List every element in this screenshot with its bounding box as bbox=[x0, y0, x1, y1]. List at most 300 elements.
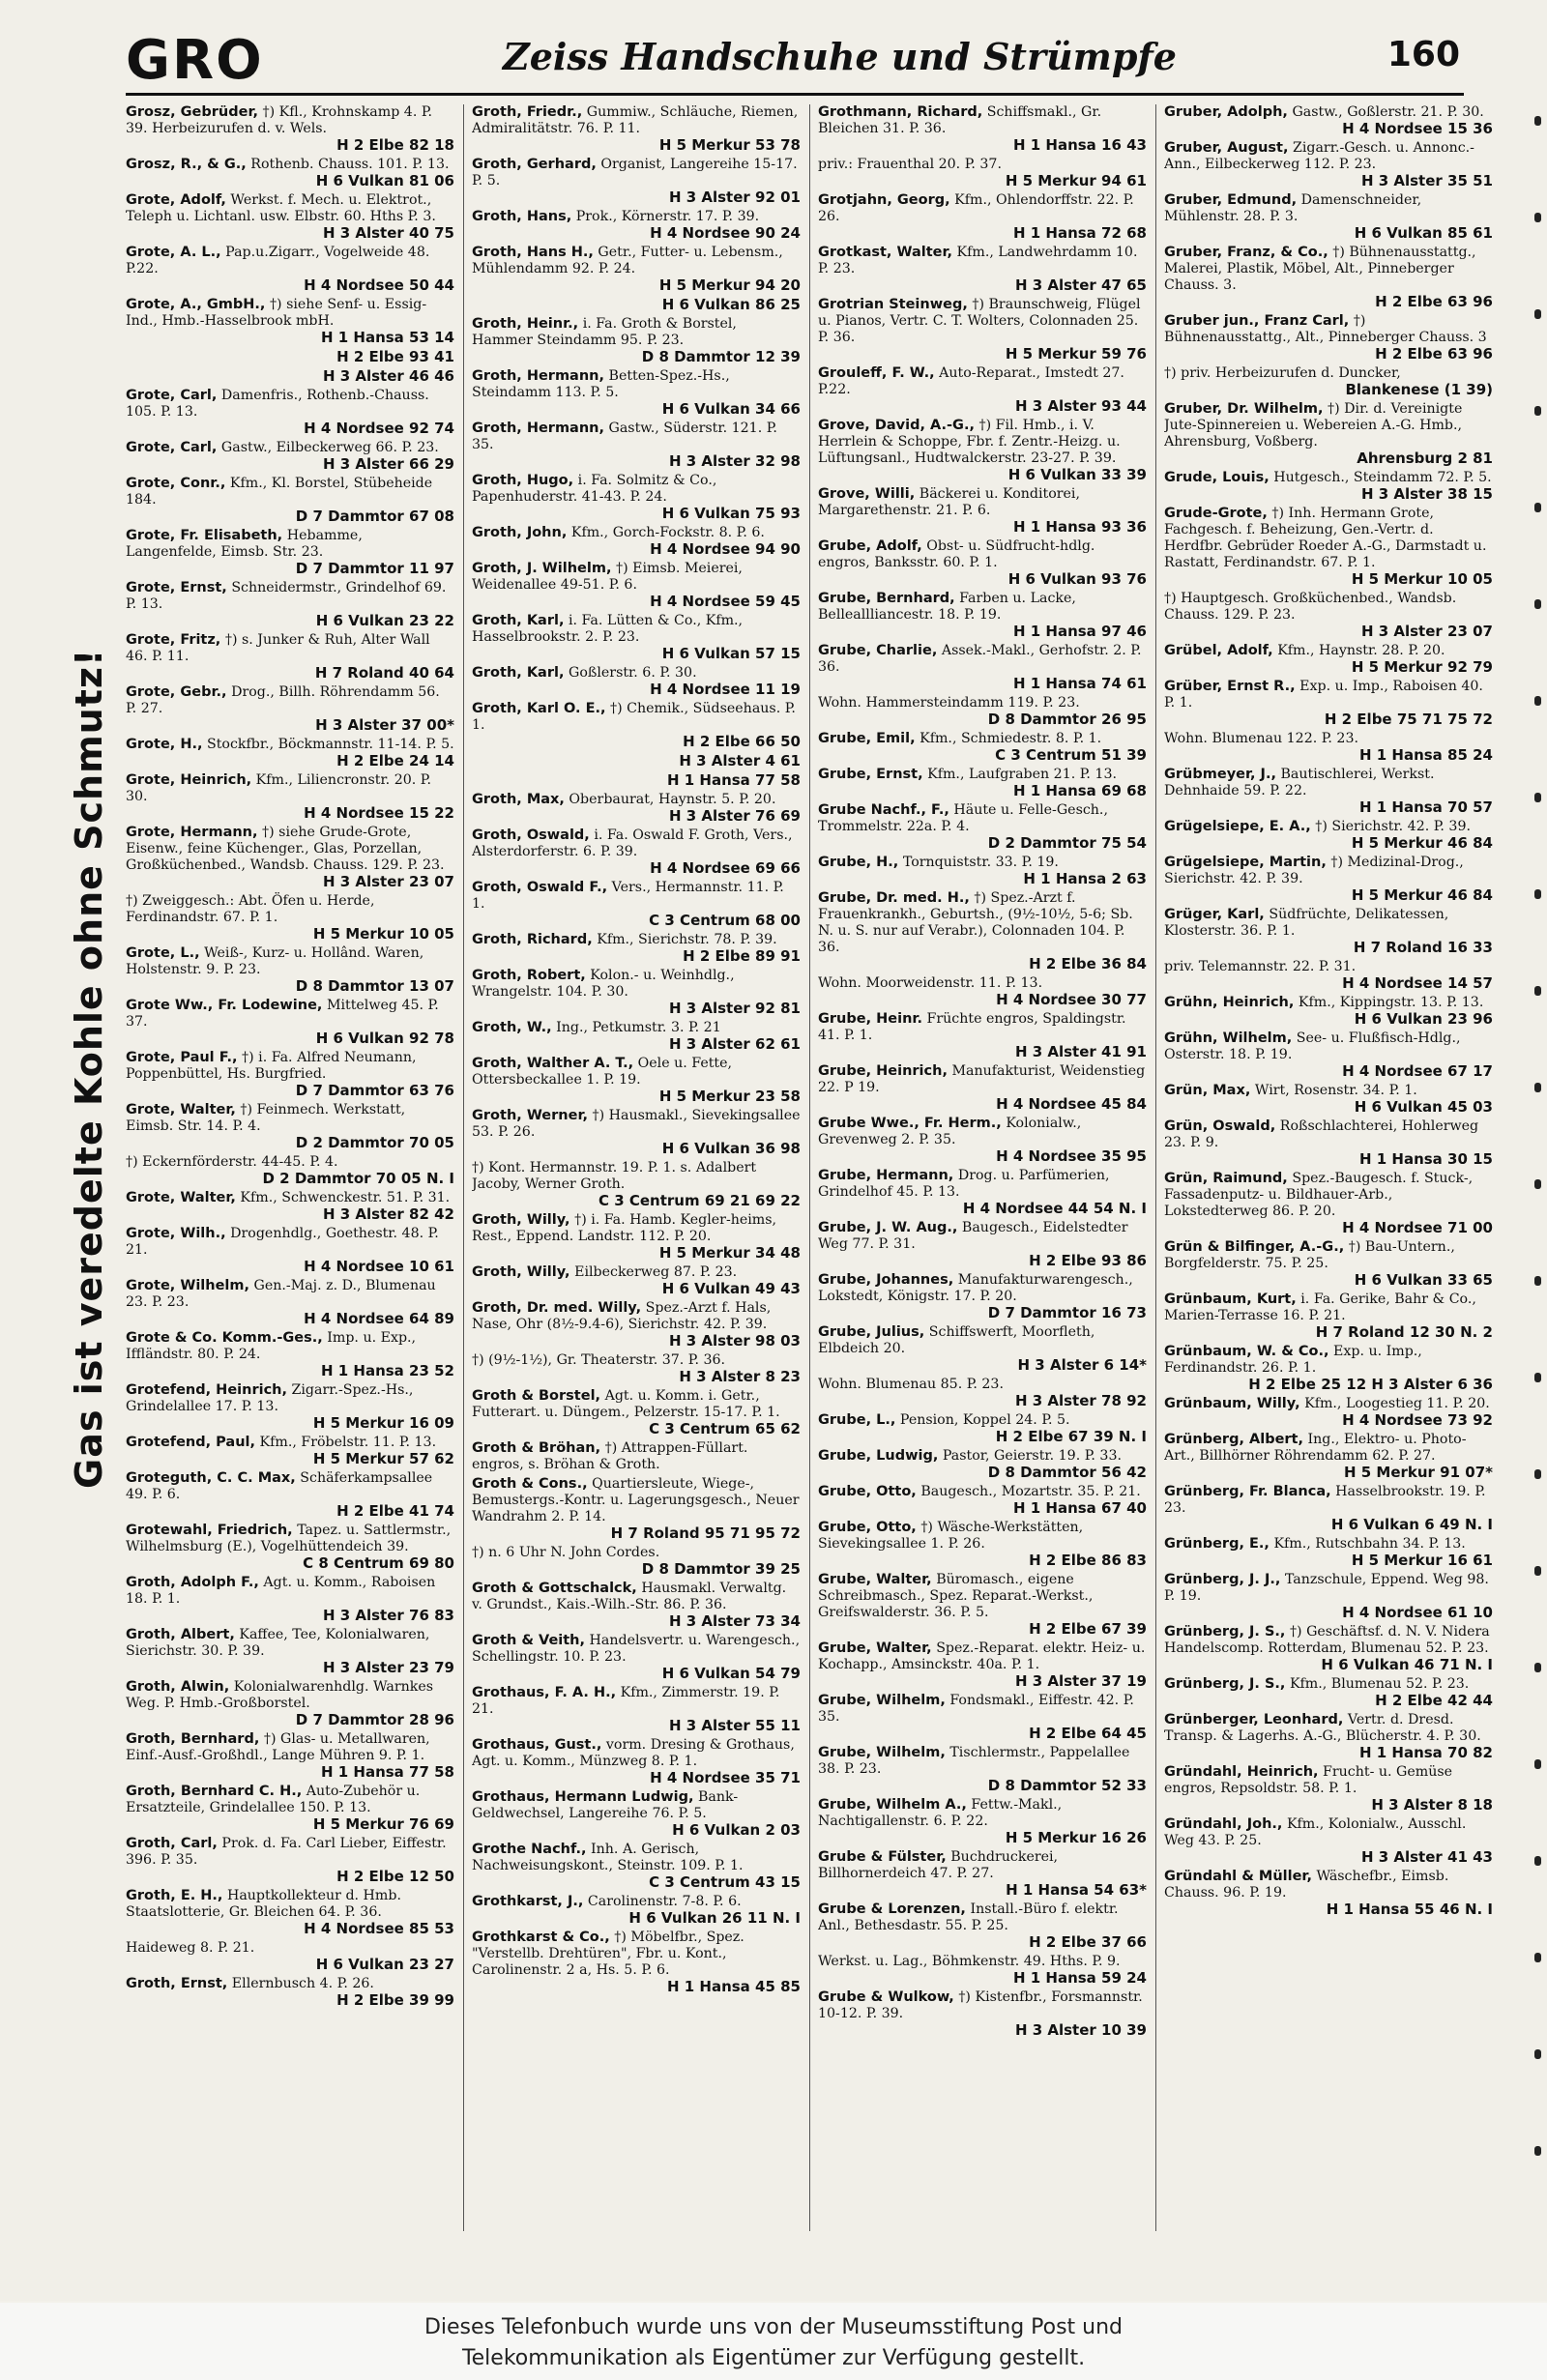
entry-name: Grube, H., bbox=[818, 855, 899, 870]
entry-name: Grote, Fritz, bbox=[126, 632, 221, 648]
entry-phone: D 8 Dammtor 12 39 bbox=[641, 348, 801, 365]
listing-entry bbox=[818, 1849, 1147, 1899]
entry-phone: H 6 Vulkan 93 76 bbox=[1007, 570, 1147, 588]
listing-entry bbox=[472, 1300, 801, 1350]
entry-detail: †) Geschäftsf. d. N. V. Nidera Handelscomp. Rotterdam, Blumenau 52. P. 23. bbox=[1164, 1624, 1490, 1656]
listing-entry bbox=[126, 1784, 454, 1833]
entry-name: Grube, Emil, bbox=[818, 731, 916, 746]
entry-phone: H 1 Hansa 53 14 bbox=[320, 329, 454, 346]
entry-detail: Oberbaurat, Haynstr. 5. P. 20. bbox=[569, 792, 776, 807]
listing-entry bbox=[472, 1930, 801, 1995]
entry-detail: Wirt, Rosenstr. 34. P. 1. bbox=[1254, 1083, 1417, 1098]
entry-phone: H 2 Elbe 39 99 bbox=[336, 1991, 454, 2009]
column-4 bbox=[1164, 104, 1493, 2231]
listing-entry bbox=[472, 1894, 801, 1927]
entry-phone: H 3 Alster 78 92 bbox=[1014, 1392, 1147, 1409]
entry-phone: H 5 Merkur 76 69 bbox=[312, 1815, 454, 1833]
entry-detail: Tischlermstr., Pappelallee 38. P. 23. bbox=[818, 1745, 1130, 1777]
entry-detail: Damenfris., Rothenb.-Chauss. 105. P. 13. bbox=[126, 388, 429, 420]
entry-detail: †) Hausmakl., Sievekingsallee 53. P. 26. bbox=[472, 1108, 801, 1140]
entry-detail: Handelsvertr. u. Warengesch., Schellingstr. 10. P. 23. bbox=[472, 1633, 801, 1665]
listing-entry bbox=[1164, 819, 1493, 852]
entry-name: Grügelsiepe, Martin, bbox=[1164, 855, 1327, 870]
listing-entry bbox=[472, 932, 801, 965]
entry-phone: H 4 Nordsee 35 71 bbox=[650, 1769, 801, 1786]
listing-entry bbox=[472, 245, 801, 294]
listing-entry bbox=[818, 1572, 1147, 1638]
entry-phone: H 3 Alster 35 51 bbox=[1360, 172, 1493, 189]
listing-entry bbox=[1164, 591, 1493, 640]
entry-name: Grüger, Karl, bbox=[1164, 907, 1265, 922]
entry-phone: H 2 Elbe 41 74 bbox=[336, 1502, 454, 1520]
entry-detail: Kfm., Kolonialw., Ausschl. Weg 43. P. 25. bbox=[1164, 1816, 1467, 1848]
entry-name: Grube & Wulkow, bbox=[818, 1989, 954, 2005]
listing-entry bbox=[472, 792, 801, 825]
entry-name: Grünberg, Fr. Blanca, bbox=[1164, 1484, 1331, 1499]
entry-detail: †) i. Fa. Hamb. Kegler-heims, Rest., Eppend. Landstr. 112. P. 20. bbox=[472, 1212, 777, 1244]
entry-phone: H 4 Nordsee 15 22 bbox=[304, 804, 454, 822]
entry-name: Grube, Ernst, bbox=[818, 767, 923, 782]
entry-detail: Vertr. d. Dresd. Transp. & Lagerhs. A.-G., Blücherstr. 4. P. 30. bbox=[1164, 1712, 1481, 1744]
entry-phone: H 2 Elbe 63 96 bbox=[1375, 293, 1493, 310]
binding-mark bbox=[1534, 116, 1541, 126]
entry-detail: †) Bühnenausstattg., Malerei, Plastik, Möbel, Alt., Pinneberger Chauss. 3. bbox=[1164, 245, 1476, 293]
entry-phone: H 3 Alster 23 07 bbox=[1360, 623, 1493, 640]
entry-name: Grügelsiepe, E. A., bbox=[1164, 819, 1311, 834]
entry-name: Grothaus, Gust., bbox=[472, 1737, 602, 1753]
entry-name: Groth & Bröhan, bbox=[472, 1440, 601, 1456]
listing-entry bbox=[126, 1627, 454, 1676]
listing-entry bbox=[126, 1888, 454, 1937]
listing-entry bbox=[126, 1382, 454, 1432]
entry-detail: i. Fa. Groth & Borstel, Hammer Steindamm 95. P. 23. bbox=[472, 316, 737, 348]
listing-entry bbox=[818, 418, 1147, 483]
entry-detail: Prok., Körnerstr. 17. P. 39. bbox=[575, 209, 760, 224]
entry-detail: Tanzschule, Eppend. Weg 98. P. 19. bbox=[1164, 1572, 1489, 1604]
entry-detail: Kolon.- u. Weinhdlg., Wrangelstr. 104. P. 30. bbox=[472, 968, 735, 1000]
entry-phone: H 1 Hansa 77 58 bbox=[666, 771, 801, 789]
entry-phone: D 8 Dammtor 26 95 bbox=[987, 711, 1147, 728]
listing-entry bbox=[126, 245, 454, 294]
listing-entry bbox=[472, 1108, 801, 1157]
entry-detail: Baugesch., Mozartstr. 35. P. 21. bbox=[920, 1484, 1141, 1499]
entry-detail: Pastor, Geierstr. 19. P. 33. bbox=[942, 1448, 1122, 1464]
entry-detail: †) Kont. Hermannstr. 19. P. 1. s. Adalbert Jacoby, Werner Groth. bbox=[472, 1160, 757, 1192]
listing-entry bbox=[818, 1797, 1147, 1846]
listing-entry bbox=[472, 880, 801, 929]
entry-detail: vorm. Dresing & Grothaus, Agt. u. Komm., Münzweg 8. P. 1. bbox=[472, 1737, 795, 1769]
entry-phone: H 6 Vulkan 86 25 bbox=[661, 296, 801, 313]
listing-entry bbox=[472, 665, 801, 698]
entry-name: Grote, Wilhelm, bbox=[126, 1278, 250, 1293]
entry-phone: H 4 Nordsee 67 17 bbox=[1342, 1062, 1493, 1080]
listing-entry bbox=[1164, 1030, 1493, 1080]
entry-name: Groth, Hans H., bbox=[472, 245, 594, 260]
entry-detail: Wohn. Hammersteindamm 119. P. 23. bbox=[818, 695, 1080, 711]
entry-detail: †) Feinmech. Werkstatt, Eimsb. Str. 14. P. 4. bbox=[126, 1102, 406, 1134]
listing-entry bbox=[818, 486, 1147, 536]
entry-detail: †) Kfl., Krohnskamp 4. P. 39. Herbeizurufen d. v. Wels. bbox=[126, 104, 433, 136]
entry-detail: Kfm., Schmiedestr. 8. P. 1. bbox=[919, 731, 1102, 746]
entry-detail: Baugesch., Eidelstedter Weg 77. P. 31. bbox=[818, 1220, 1128, 1252]
entry-name: Groth, Dr. med. Willy, bbox=[472, 1300, 642, 1316]
entry-detail: Hauptkollekteur d. Hmb. Staatslotterie, Gr. Bleichen 64. P. 36. bbox=[126, 1888, 401, 1920]
entry-phone: D 8 Dammtor 56 42 bbox=[987, 1464, 1147, 1481]
entry-name: Groth, John, bbox=[472, 525, 568, 540]
entry-detail: Kfm., Schwenckestr. 51. P. 31. bbox=[240, 1190, 451, 1205]
listing-entry bbox=[472, 1842, 801, 1891]
entry-phone: H 3 Alster 47 65 bbox=[1014, 276, 1147, 294]
entry-detail: Damenschneider, Mühlenstr. 28. P. 3. bbox=[1164, 192, 1422, 224]
entry-detail: †) Glas- u. Metallwaren, Einf.-Ausf.-Großhdl., Lange Mühren 9. P. 1. bbox=[126, 1731, 430, 1763]
entry-phone: C 3 Centrum 69 21 69 22 bbox=[598, 1192, 801, 1209]
listing-entry bbox=[472, 1020, 801, 1053]
header-rule bbox=[126, 93, 1464, 96]
entry-phone: H 3 Alster 62 61 bbox=[668, 1035, 801, 1053]
entry-detail: Fettw.-Makl., Nachtigallenstr. 6. P. 22. bbox=[818, 1797, 1063, 1829]
entry-detail: †) Spez.-Arzt f. Frauenkrankh., Geburtsh., (9½-10½, 5-6; Sb. N. u. S. nur auf Verabr.), Colonnaden 104. P. 36. bbox=[818, 890, 1133, 955]
listing-entry bbox=[126, 684, 454, 734]
entry-phone: H 1 Hansa 70 82 bbox=[1358, 1744, 1493, 1761]
entry-phone: H 7 Roland 16 33 bbox=[1353, 939, 1493, 956]
entry-detail: Quartiersleute, Wiege-, Bemustergs.-Kontr. u. Lagerungsgesch., Neuer Wandrahm 2. P. 14. bbox=[472, 1476, 800, 1524]
entry-detail: Ing., Petkumstr. 3. P. 21 bbox=[556, 1020, 721, 1035]
entry-phone: H 2 Elbe 82 18 bbox=[336, 136, 454, 154]
entry-detail: Rothenb. Chauss. 101. P. 13. bbox=[250, 157, 450, 172]
entry-name: Grote, A., GmbH., bbox=[126, 297, 266, 312]
entry-name: Grünberg, J. J., bbox=[1164, 1572, 1281, 1587]
entry-detail: Fondsmakl., Eiffestr. 42. P. 35. bbox=[818, 1693, 1134, 1725]
entry-name: Grote, Heinrich, bbox=[126, 772, 252, 788]
entry-name: Gruber, August, bbox=[1164, 140, 1289, 156]
entry-detail: Werkst. u. Lag., Böhmkenstr. 49. Hths. P. 9. bbox=[818, 1954, 1121, 1969]
entry-phone: H 1 Hansa 69 68 bbox=[1012, 782, 1147, 799]
entry-name: Grote, Hermann, bbox=[126, 825, 258, 840]
entry-name: Groth, Oswald F., bbox=[472, 880, 608, 895]
entry-detail: Install.-Büro f. elektr. Anl., Bethesdastr. 55. P. 25. bbox=[818, 1901, 1119, 1933]
entry-name: Grube & Lorenzen, bbox=[818, 1901, 966, 1917]
entry-phone: H 1 Hansa 97 46 bbox=[1012, 623, 1147, 640]
listing-entry bbox=[1164, 140, 1493, 189]
listing-entry bbox=[126, 1050, 454, 1099]
entry-phone: H 2 Elbe 89 91 bbox=[683, 947, 801, 965]
entry-detail: Hausmakl. Verwaltg. v. Grundst., Kais.-Wilh.-Str. 86. P. 36. bbox=[472, 1581, 787, 1612]
entry-detail: Kfm., Kippingstr. 13. P. 13. bbox=[1298, 995, 1484, 1010]
listing-entry bbox=[472, 104, 801, 154]
header-advertisement: Zeiss Handschuhe und Strümpfe bbox=[503, 35, 1177, 78]
entry-detail: Manufakturwarengesch., Lokstedt, Königstr. 17. P. 20. bbox=[818, 1272, 1133, 1304]
entry-detail: Exp. u. Imp., Raboisen 40. P. 1. bbox=[1164, 679, 1483, 711]
entry-phone: H 4 Nordsee 64 89 bbox=[304, 1310, 454, 1327]
listing-entry bbox=[1164, 1239, 1493, 1289]
entry-phone: H 6 Vulkan 26 11 N. I bbox=[628, 1909, 801, 1927]
entry-phone: H 5 Merkur 10 05 bbox=[1351, 570, 1493, 588]
listing-entry bbox=[818, 104, 1147, 154]
entry-detail: i. Fa. Lütten & Co., Kfm., Hasselbrookstr. 2. P. 23. bbox=[472, 613, 744, 645]
listing-entry bbox=[818, 1412, 1147, 1445]
entry-phone: H 4 Nordsee 73 92 bbox=[1342, 1411, 1493, 1429]
entry-phone: H 4 Nordsee 14 57 bbox=[1342, 974, 1493, 992]
entry-detail: †) priv. Herbeizurufen d. Duncker, bbox=[1164, 365, 1401, 381]
entry-detail: †) Möbelfbr., Spez. "Verstellb. Drehtüren", Fbr. u. Kont., Carolinenstr. 2 a, Hs. 5. P. 6. bbox=[472, 1930, 744, 1978]
binding-mark bbox=[1534, 599, 1541, 609]
entry-phone: H 6 Vulkan 6 49 N. I bbox=[1330, 1516, 1493, 1533]
binding-mark bbox=[1534, 1856, 1541, 1866]
listing-entry bbox=[126, 825, 454, 890]
listing-entry bbox=[1164, 192, 1493, 242]
listing-entry bbox=[126, 1575, 454, 1624]
entry-name: Grünberg, E., bbox=[1164, 1536, 1270, 1552]
entry-phone: H 5 Merkur 46 84 bbox=[1351, 834, 1493, 852]
entry-detail: Tornquiststr. 33. P. 19. bbox=[902, 855, 1059, 870]
listing-entry bbox=[472, 157, 801, 206]
entry-detail: Spez.-Reparat. elektr. Heiz- u. Kochapp., Amsinckstr. 40a. P. 1. bbox=[818, 1640, 1146, 1672]
entry-phone: H 5 Merkur 46 84 bbox=[1351, 886, 1493, 904]
entry-name: Groth, Werner, bbox=[472, 1108, 588, 1123]
entry-detail: Vers., Hermannstr. 11. P. 1. bbox=[472, 880, 784, 912]
listing-entry bbox=[1164, 1536, 1493, 1569]
entry-detail: Kolonialwarenhdlg. Warnkes Weg. P. Hmb.-Großborstel. bbox=[126, 1679, 434, 1711]
listing-entry bbox=[126, 580, 454, 629]
footer-line-1: Dieses Telefonbuch wurde uns von der Museumsstiftung Post und bbox=[423, 2315, 1124, 2339]
entry-detail: †) siehe Senf- u. Essig-Ind., Hmb.-Hasselbrook mbH. bbox=[126, 297, 427, 329]
listing-entry bbox=[1164, 907, 1493, 956]
entry-detail: Häute u. Felle-Gesch., Trommelstr. 22a. P. 4. bbox=[818, 802, 1108, 834]
entry-detail: Spez.-Arzt f. Hals, Nase, Ohr (8½-9.4-6), Sierichstr. 42. P. 39. bbox=[472, 1300, 772, 1332]
entry-phone: D 2 Dammtor 70 05 bbox=[295, 1134, 454, 1151]
entry-detail: Gastw., Eilbeckerweg 66. P. 23. bbox=[220, 440, 439, 455]
listing-entry bbox=[818, 365, 1147, 415]
entry-name: Grouleff, F. W., bbox=[818, 365, 935, 381]
listing-entry bbox=[126, 1679, 454, 1728]
entry-detail: Kfm., Zimmerstr. 19. P. 21. bbox=[472, 1685, 780, 1717]
listing-entry bbox=[818, 1520, 1147, 1569]
listing-entry bbox=[818, 1989, 1147, 2039]
entry-phone: D 7 Dammtor 67 08 bbox=[295, 508, 454, 525]
column-2 bbox=[472, 104, 801, 2231]
listing-entry bbox=[818, 802, 1147, 852]
entry-detail: Zigarr.-Spez.-Hs., Grindelallee 17. P. 13. bbox=[126, 1382, 414, 1414]
entry-name: Grube, Dr. med. H., bbox=[818, 890, 970, 906]
entry-name: Groth, Hugo, bbox=[472, 473, 574, 488]
entry-name: Grube, Julius, bbox=[818, 1324, 925, 1340]
entry-name: Grote, Adolf, bbox=[126, 192, 226, 208]
entry-name: Grube, Adolf, bbox=[818, 538, 922, 554]
entry-phone: H 5 Merkur 34 48 bbox=[658, 1244, 801, 1262]
entry-detail: Hasselbrookstr. 19. P. 23. bbox=[1164, 1484, 1486, 1516]
binding-mark bbox=[1534, 309, 1541, 319]
entry-detail: Schiffsmakl., Gr. Bleichen 31. P. 36. bbox=[818, 104, 1102, 136]
entry-phone: H 3 Alster 92 81 bbox=[668, 1000, 801, 1017]
listing-entry bbox=[1164, 1484, 1493, 1533]
binding-mark bbox=[1534, 1759, 1541, 1769]
entry-name: Gruber, Edmund, bbox=[1164, 192, 1298, 208]
entry-phone: H 5 Merkur 94 20 bbox=[658, 276, 801, 294]
entry-name: Grotkast, Walter, bbox=[818, 245, 953, 260]
listing-entry bbox=[126, 772, 454, 822]
entry-detail: Pension, Koppel 24. P. 5. bbox=[899, 1412, 1070, 1428]
entry-detail: Bautischlerei, Werkst. Dehnhaide 59. P. 22. bbox=[1164, 767, 1435, 798]
listing-entry bbox=[126, 1976, 454, 2009]
listing-entry bbox=[1164, 1396, 1493, 1429]
entry-name: Grote, Gebr., bbox=[126, 684, 227, 700]
listing-entry bbox=[126, 388, 454, 437]
entry-detail: †) Braunschweig, Flügel u. Pianos, Vertr. C. T. Wolters, Colonnaden 25. P. 36. bbox=[818, 297, 1141, 345]
listing-entry bbox=[126, 1190, 454, 1223]
entry-name: Grube, Wilhelm, bbox=[818, 1693, 946, 1708]
entry-name: Grube, Heinrich, bbox=[818, 1063, 948, 1079]
entry-detail: †) Sierichstr. 42. P. 39. bbox=[1315, 819, 1471, 834]
entry-name: Groth, Willy, bbox=[472, 1264, 570, 1280]
listing-entry bbox=[126, 1836, 454, 1885]
entry-name: Groth, Hermann, bbox=[472, 368, 604, 384]
entry-name: Grote, Ernst, bbox=[126, 580, 227, 595]
listing-entry bbox=[126, 1278, 454, 1327]
entry-phone: H 4 Nordsee 11 19 bbox=[650, 681, 801, 698]
header-index-letters: GRO bbox=[126, 29, 264, 92]
entry-name: Groth, Albert, bbox=[126, 1627, 235, 1642]
listing-entry bbox=[818, 890, 1147, 972]
entry-name: Grube, Hermann, bbox=[818, 1168, 954, 1183]
entry-name: Groth, Oswald, bbox=[472, 827, 590, 843]
entry-phone: H 1 Hansa 30 15 bbox=[1358, 1150, 1493, 1168]
entry-phone: D 7 Dammtor 11 97 bbox=[295, 560, 454, 577]
entry-name: Grube, Johannes, bbox=[818, 1272, 954, 1288]
entry-detail: Inh. A. Gerisch, Nachweisungskont., Steinstr. 109. P. 1. bbox=[472, 1842, 744, 1873]
entry-phone: H 4 Nordsee 71 00 bbox=[1342, 1219, 1493, 1236]
entry-phone: H 3 Alster 10 39 bbox=[1014, 2021, 1147, 2039]
archive-footer bbox=[0, 2303, 1547, 2380]
entry-phone: H 2 Elbe 12 50 bbox=[336, 1868, 454, 1885]
entry-name: Groth, Ernst, bbox=[126, 1976, 228, 1991]
entry-detail: Buchdruckerei, Billhornerdeich 47. P. 27. bbox=[818, 1849, 1059, 1881]
entry-name: Grube, Otto, bbox=[818, 1484, 917, 1499]
listing-entry bbox=[1164, 855, 1493, 904]
entry-phone: H 4 Nordsee 61 10 bbox=[1342, 1604, 1493, 1621]
entry-phone: H 4 Nordsee 94 90 bbox=[650, 540, 801, 558]
listing-entry bbox=[126, 440, 454, 473]
entry-phone: H 3 Alster 6 14* bbox=[1017, 1356, 1147, 1374]
entry-phone: H 1 Hansa 70 57 bbox=[1358, 798, 1493, 816]
listing-entry bbox=[1164, 1171, 1493, 1236]
entry-name: Grün, Oswald, bbox=[1164, 1118, 1276, 1134]
entry-name: Groth, W., bbox=[472, 1020, 552, 1035]
entry-name: Grove, Willi, bbox=[818, 486, 916, 502]
entry-phone: H 1 Hansa 93 36 bbox=[1012, 518, 1147, 536]
entry-phone: D 7 Dammtor 16 73 bbox=[987, 1304, 1147, 1321]
entry-detail: Roßschlachterei, Hohlerweg 23. P. 9. bbox=[1164, 1118, 1479, 1150]
page-number: 160 bbox=[1386, 35, 1460, 74]
listing-entry bbox=[472, 1264, 801, 1297]
listing-entry bbox=[472, 1737, 801, 1786]
entry-phone: D 8 Dammtor 39 25 bbox=[641, 1560, 801, 1578]
entry-detail: priv.: Frauenthal 20. P. 37. bbox=[818, 157, 1002, 172]
listing-entry bbox=[1164, 995, 1493, 1028]
listing-entry bbox=[126, 1154, 454, 1187]
entry-phone: H 5 Merkur 57 62 bbox=[312, 1450, 454, 1467]
listing-entry bbox=[126, 297, 454, 346]
listing-entry bbox=[1164, 1432, 1493, 1481]
entry-phone: H 3 Alster 66 29 bbox=[322, 455, 454, 473]
listing-entry bbox=[818, 245, 1147, 294]
listing-entry bbox=[1164, 1118, 1493, 1168]
entry-name: Grote, Wilh., bbox=[126, 1226, 226, 1241]
entry-name: Grube, Otto, bbox=[818, 1520, 917, 1535]
binding-mark bbox=[1534, 213, 1541, 222]
binding-mark bbox=[1534, 1276, 1541, 1286]
binding-mark bbox=[1534, 503, 1541, 512]
entry-detail: Kfm., Loogestieg 11. P. 20. bbox=[1304, 1396, 1490, 1411]
entry-detail: Gastw., Süderstr. 121. P. 35. bbox=[472, 421, 777, 452]
listing-entry bbox=[126, 1435, 454, 1467]
entry-detail: Pap.u.Zigarr., Vogelweide 48. P.22. bbox=[126, 245, 430, 276]
listing-entry bbox=[472, 701, 801, 750]
entry-detail: Wäschefbr., Eimsb. Chauss. 96. P. 19. bbox=[1164, 1869, 1449, 1901]
entry-name: Groth & Gottschalck, bbox=[472, 1581, 637, 1596]
entry-name: Gruber, Dr. Wilhelm, bbox=[1164, 401, 1324, 417]
entry-name: Groth, Friedr., bbox=[472, 104, 583, 120]
entry-phone: H 4 Nordsee 90 24 bbox=[650, 224, 801, 242]
entry-name: Grotjahn, Georg, bbox=[818, 192, 950, 208]
entry-name: Gruber, Franz, & Co., bbox=[1164, 245, 1328, 260]
entry-phone: H 2 Elbe 86 83 bbox=[1029, 1552, 1147, 1569]
listing-entry bbox=[126, 1102, 454, 1151]
entry-phone: H 3 Alster 23 07 bbox=[322, 873, 454, 890]
entry-name: Gruber jun., Franz Carl, bbox=[1164, 313, 1350, 329]
entry-phone: H 5 Merkur 16 09 bbox=[312, 1414, 454, 1432]
entry-name: Grotefend, Heinrich, bbox=[126, 1382, 287, 1398]
listing-entry bbox=[126, 368, 454, 385]
entry-name: Grote, Walter, bbox=[126, 1190, 236, 1205]
entry-name: Groth & Borstel, bbox=[472, 1388, 601, 1404]
entry-phone: H 2 Elbe 63 96 bbox=[1375, 345, 1493, 363]
entry-phone: H 2 Elbe 64 45 bbox=[1029, 1725, 1147, 1742]
entry-detail: Drog., Billh. Röhrendamm 56. P. 27. bbox=[126, 684, 440, 716]
entry-phone: H 2 Elbe 67 39 N. I bbox=[995, 1428, 1147, 1445]
entry-name: Grothaus, Hermann Ludwig, bbox=[472, 1789, 694, 1805]
entry-phone: H 5 Merkur 16 61 bbox=[1351, 1552, 1493, 1569]
entry-name: Groth, Karl O. E., bbox=[472, 701, 606, 716]
entry-phone: H 2 Elbe 24 14 bbox=[336, 752, 454, 769]
listing-entry bbox=[818, 538, 1147, 588]
listing-entry bbox=[126, 157, 454, 189]
entry-phone: H 6 Vulkan 81 06 bbox=[315, 172, 454, 189]
entry-detail: Obst- u. Südfrucht-hdlg. engros, Banksstr. 60. P. 1. bbox=[818, 538, 1095, 570]
listing-entry bbox=[1164, 731, 1493, 764]
listing-entry bbox=[818, 1011, 1147, 1060]
entry-detail: Prok. d. Fa. Carl Lieber, Eiffestr. 396. P. 35. bbox=[126, 1836, 447, 1868]
entry-phone: H 1 Hansa 85 24 bbox=[1358, 746, 1493, 764]
entry-phone: H 3 Alster 37 00* bbox=[315, 716, 454, 734]
listing-entry bbox=[126, 528, 454, 577]
entry-detail: Kolonialw., Grevenweg 2. P. 35. bbox=[818, 1116, 1082, 1147]
entry-phone: H 4 Nordsee 15 36 bbox=[1342, 120, 1493, 137]
binding-mark bbox=[1534, 406, 1541, 416]
listing-entry bbox=[818, 192, 1147, 242]
entry-detail: Kfm., Haynstr. 28. P. 20. bbox=[1277, 643, 1445, 658]
entry-detail: Kaffee, Tee, Kolonialwaren, Sierichstr. 30. P. 39. bbox=[126, 1627, 430, 1659]
entry-phone: H 1 Hansa 45 85 bbox=[666, 1978, 801, 1995]
entry-name: Grove, David, A.-G., bbox=[818, 418, 975, 433]
entry-detail: i. Fa. Gerike, Bahr & Co., Marien-Terrasse 16. P. 21. bbox=[1164, 1292, 1476, 1323]
listing-entry bbox=[126, 1470, 454, 1520]
entry-detail: †) Bau-Untern., Borgfelderstr. 75. P. 25. bbox=[1164, 1239, 1455, 1271]
listing-entry bbox=[1164, 104, 1493, 137]
entry-detail: Hebamme, Langenfelde, Eimsb. Str. 23. bbox=[126, 528, 363, 560]
listing-entry bbox=[126, 893, 454, 943]
entry-detail: priv. Telemannstr. 22. P. 31. bbox=[1164, 959, 1357, 974]
listing-entry bbox=[818, 1448, 1147, 1481]
